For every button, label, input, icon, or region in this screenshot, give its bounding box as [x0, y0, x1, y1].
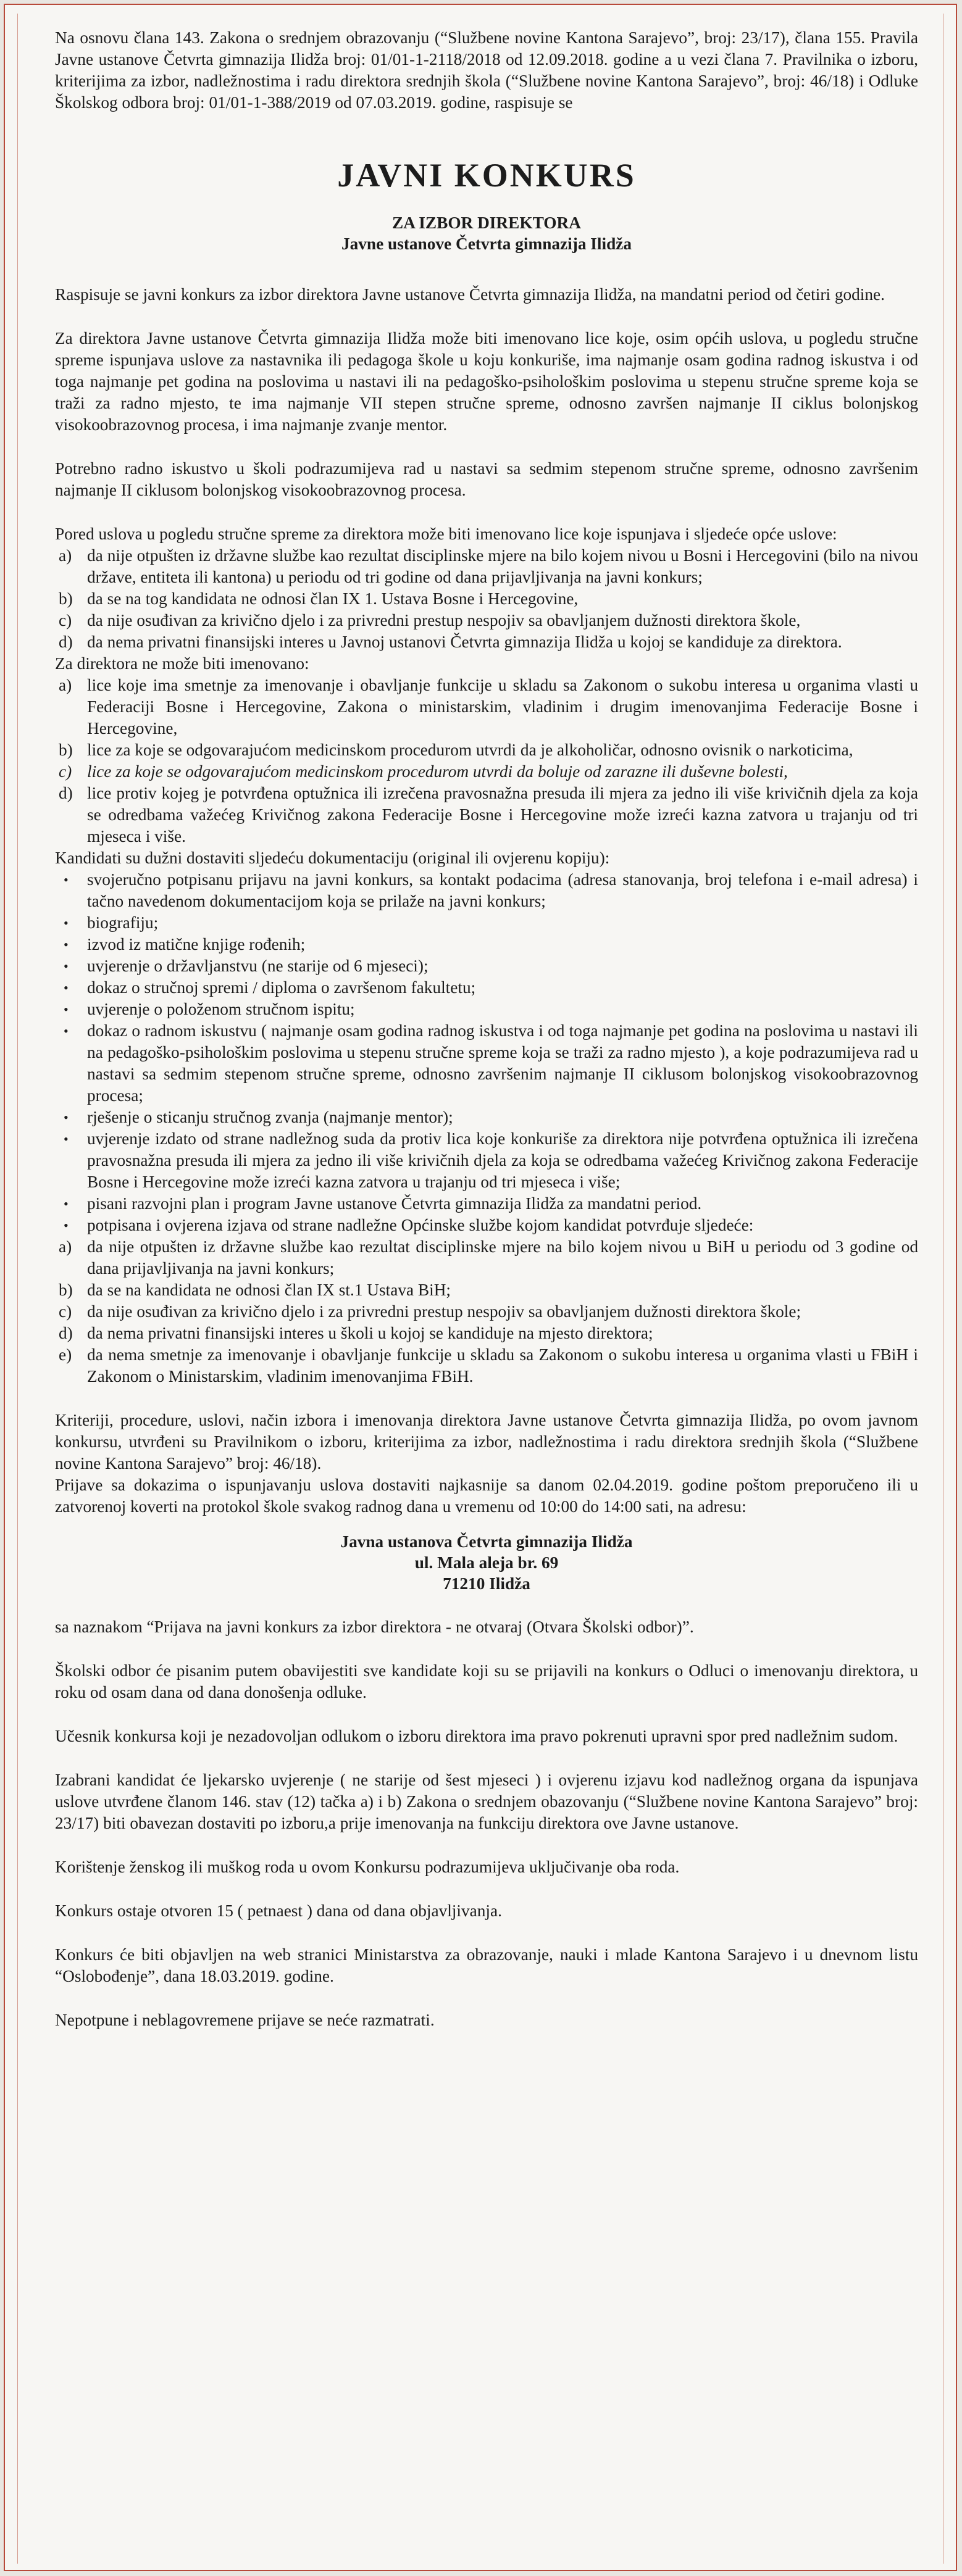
- exclusions-list: [55, 675, 918, 847]
- general-conditions-list: [55, 545, 918, 653]
- bullet-icon: •: [64, 1131, 69, 1147]
- submission-paragraph: Prijave sa dokazima o ispunjavanju uslova dostaviti najkasnije sa danom 02.04.2019. godine poštom preporučeno ili u zatvorenoj koverti na protokol škole svakog radnog dana u vremenu od 10:00 do 14:00 sati, na adresu:: [55, 1476, 918, 1516]
- bullet-icon: •: [64, 1002, 69, 1017]
- list-item: • uvjerenje o državljanstvu (ne starije od 6 mjeseci);: [55, 955, 918, 977]
- list-item: • potpisana i ovjerena izjava od strane nadležne Općinske službe kojom kandidat potvrđuje sljedeće:: [55, 1215, 918, 1236]
- gender-paragraph: Korištenje ženskog ili muškog roda u ovom Konkursu podrazumijeva uključivanje oba roda.: [55, 1858, 680, 1876]
- list-item: • biografiju;: [55, 912, 918, 934]
- selected-candidate-paragraph: Izabrani kandidat će ljekarsko uvjerenje ( ne starije od šest mjeseci ) i ovjerenu izjavu kod nadležnog organa da ispunjava uslove utvrđene članom 146. stav (12) tačka a) i b) Zakona o srednjem obazovanju (“Službene novine Kantona Sarajevo” broj: 23/17) biti obavezan dostaviti po izboru,a prije imenovanja na funkciju direktora ove Javne ustanove.: [55, 1771, 918, 1832]
- bullet-icon: •: [64, 1196, 69, 1211]
- bullet-icon: •: [64, 915, 69, 931]
- paragraph-experience: Potrebno radno iskustvo u školi podrazumijeva rad u nastavi sa sedmim stepenom stručne spreme, odnosno završenim najmanje II ciklusom bolonjskog visokoobrazovnog procesa.: [55, 459, 918, 499]
- document-title: JAVNI KONKURS: [337, 157, 636, 194]
- list-item: a) da nije otpušten iz državne službe kao rezultat disciplinske mjere na bilo kojem nivou u BiH u periodu od 3 godine od dana prijavljivanja na javni konkurs;: [59, 1237, 918, 1278]
- list-item: c) da nije osuđivan za krivično djelo i za privredni prestup nespojiv sa obavljanjem dužnosti direktora škole;: [59, 1302, 801, 1321]
- general-conditions-intro: Pored uslova u pogledu stručne spreme za direktora može biti imenovano lice koje ispunjava i sljedeće opće uslove:: [55, 525, 837, 543]
- intro-paragraph: Na osnovu člana 143. Zakona o srednjem obrazovanju (“Službene novine Kantona Sarajevo”, broj: 23/17), člana 155. Pravila Javne ustanove Četvrta gimnazija Ilidža broj: 01/01-1-2118/2018 od 12.09.2018. godine a u vezi člana 7. Pravilnika o izboru, kriterijima za izbor, nadležnostima i radu direktora srednjih škola (“Službene novine Kantona Sarajevo”, broj: 46/18) i Odluke Školskog odbora broj: 01/01-1-388/2019 od 07.03.2019. godine, raspisuje se: [55, 28, 918, 112]
- bullet-icon: •: [64, 958, 69, 974]
- subtitle-institution: Javne ustanove Četvrta gimnazija Ilidža: [341, 235, 632, 253]
- bullet-icon: •: [64, 937, 69, 952]
- list-item: • dokaz o stručnoj spremi / diploma o završenom fakultetu;: [55, 977, 918, 999]
- list-item: • uvjerenje izdato od strane nadležnog suda da protiv lica koje konkuriše za direktora nije potvrđena optužnica ili izrečena pravosnažna presuda ili mjera za jedno ili više krivičnih djela za koja se odredbama važećeg Krivičnog zakona Federacije Bosne i Hercegovine može izreći kazna zatvora u trajanju od tri mjeseca i više;: [55, 1128, 918, 1193]
- list-item: b) lice za koje se odgovarajućom medicinskom procedurom utvrdi da je alkoholičar, odnosno ovisnik o narkoticima,: [59, 741, 853, 759]
- address-city: 71210 Ilidža: [443, 1574, 530, 1593]
- subtitle-position: ZA IZBOR DIREKTORA: [392, 214, 581, 232]
- bullet-icon: •: [64, 1110, 69, 1125]
- bullet-icon: •: [64, 1218, 69, 1233]
- documents-intro: Kandidati su dužni dostaviti sljedeću dokumentaciju (original ili ovjerenu kopiju):: [55, 849, 610, 867]
- bullet-icon: •: [64, 980, 69, 995]
- list-item: a) da nije otpušten iz državne službe kao rezultat disciplinske mjere na bilo kojem nivou u Bosni i Hercegovini (bilo na nivou države, entiteta ili kantona) u periodu od tri godine od dana prijavljivanja na javni konkurs;: [59, 546, 918, 586]
- list-item: d) da nema privatni finansijski interes u Javnoj ustanovi Četvrta gimnazija Ilidža u kojoj se kandiduje za direktora.: [59, 633, 842, 651]
- address-street: ul. Mala aleja br. 69: [414, 1553, 559, 1572]
- bullet-icon: •: [64, 1023, 69, 1039]
- marking-paragraph: sa naznakom “Prijava na javni konkurs za izbor direktora - ne otvaraj (Otvara Školski odbor)”.: [55, 1618, 694, 1636]
- bullet-icon: •: [64, 872, 69, 887]
- list-item: d) lice protiv kojeg je potvrđena optužnica ili izrečena pravosnažna presuda ili mjera za jedno ili više krivičnih djela za koja se odredbama važećeg Krivičnog zakona Federacije Bosne i Hercegovine može izreći kazna zatvora u trajanju od tri mjeseca i više.: [59, 784, 918, 846]
- paragraph-announcement: Raspisuje se javni konkurs za izbor direktora Javne ustanove Četvrta gimnazija Ilidža, na mandatni period od četiri godine.: [55, 285, 885, 304]
- list-item: b) da se na tog kandidata ne odnosi član IX 1. Ustava Bosne i Hercegovine,: [59, 589, 579, 608]
- list-item: d) da nema privatni finansijski interes u školi u kojoj se kandiduje na mjesto direktora;: [59, 1324, 653, 1342]
- list-item: c) da nije osuđivan za krivično djelo i za privredni prestup nespojiv sa obavljanjem dužnosti direktora škole,: [59, 611, 801, 629]
- list-item: b) da se na kandidata ne odnosi član IX st.1 Ustava BiH;: [59, 1281, 451, 1299]
- list-item: c) lice za koje se odgovarajućom medicinskom procedurom utvrdi da boluje od zarazne ili duševne bolesti,: [59, 762, 788, 781]
- duration-paragraph: Konkurs ostaje otvoren 15 ( petnaest ) dana od dana objavljivanja.: [55, 1901, 502, 1920]
- document-body: [55, 14, 918, 2031]
- incomplete-paragraph: Nepotpune i neblagovremene prijave se neće razmatrati.: [55, 2011, 435, 2029]
- criteria-paragraph: Kriteriji, procedure, uslovi, način izbora i imenovanja direktora Javne ustanove Četvrta gimnazija Ilidža, po ovom javnom konkursu, utvrđeni su Pravilnikom o izboru, kriterijima za izbor, nadležnostima i radu direktora srednjih škola (“Službene novine Kantona Sarajevo” broj: 46/18).: [55, 1411, 918, 1473]
- paragraph-requirements: Za direktora Javne ustanove Četvrta gimnazija Ilidža može biti imenovano lice koje, osim općih uslova, u pogledu stručne spreme ispunjava uslove za nastavnika ili pedagoga škole u koju konkuriše, ima najmanje osam godina radnog iskustva i od toga najmanje pet godina na poslovima u nastavi ili na pedagoško-psihološkim poslovima u stepenu stručne spreme koja se traži za radno mjesto, te ima najmanje VII stepen stručne spreme, odnosno završen najmanje II ciklus bolonjskog visokoobrazovnog procesa, i ima najmanje zvanje mentor.: [55, 329, 918, 434]
- publication-paragraph: Konkurs će biti objavljen na web stranici Ministarstva za obrazovanje, nauki i mlade Kantona Sarajevo i u dnevnom listu “Oslobođenje”, dana 18.03.2019. godine.: [55, 1945, 918, 1985]
- documents-list: [55, 869, 918, 1236]
- list-item: e) da nema smetnje za imenovanje i obavljanje funkcije u skladu sa Zakonom o sukobu interesa u organima vlasti u FBiH i Zakonom o Ministarskim, vladinim imenovanjima FBiH.: [59, 1345, 918, 1386]
- list-item: • dokaz o radnom iskustvu ( najmanje osam godina radnog iskustva i od toga najmanje pet godina na poslovima u nastavi ili na pedagoško-psihološkim poslovima u stepenu stručne spreme koja se traži za radno mjesto ), a koje podrazumijeva rad u nastavi sa sedmim stepenom stručne spreme, odnosno završenim najmanje II ciklusom bolonjskog visokoobrazovnog procesa;: [55, 1020, 918, 1107]
- page-frame: [17, 14, 943, 2564]
- list-item: a) lice koje ima smetnje za imenovanje i obavljanje funkcije u skladu sa Zakonom o sukobu interesa u organima vlasti u Federaciji Bosne i Hercegovine, Zakona o ministarskim, vladinim i drugim imenovanjima Federacije Bosne i Hercegovine,: [59, 676, 918, 737]
- document-page: [4, 4, 957, 2571]
- list-item: • pisani razvojni plan i program Javne ustanove Četvrta gimnazija Ilidža za mandatni period.: [55, 1193, 918, 1215]
- appeal-paragraph: Učesnik konkursa koji je nezadovoljan odlukom o izboru direktora ima pravo pokrenuti upravni spor pred nadležnim sudom.: [55, 1727, 898, 1745]
- list-item: • izvod iz matične knjige rođenih;: [55, 934, 918, 955]
- exclusions-intro: Za direktora ne može biti imenovano:: [55, 654, 309, 673]
- list-item: • rješenje o sticanju stručnog zvanja (najmanje mentor);: [55, 1107, 918, 1128]
- statement-list: [55, 1236, 918, 1387]
- board-notice-paragraph: Školski odbor će pisanim putem obavijestiti sve kandidate koji su se prijavili na konkurs o Odluci o imenovanju direktora, u roku od osam dana od dana donošenja odluke.: [55, 1661, 918, 1701]
- list-item: • uvjerenje o položenom stručnom ispitu;: [55, 999, 918, 1020]
- address-institution: Javna ustanova Četvrta gimnazija Ilidža: [340, 1532, 633, 1551]
- list-item: • svojeručno potpisanu prijavu na javni konkurs, sa kontakt podacima (adresa stanovanja, broj telefona i e-mail adresa) i tačno navedenom dokumentacijom koja se prilaže na javni konkurs;: [55, 869, 918, 912]
